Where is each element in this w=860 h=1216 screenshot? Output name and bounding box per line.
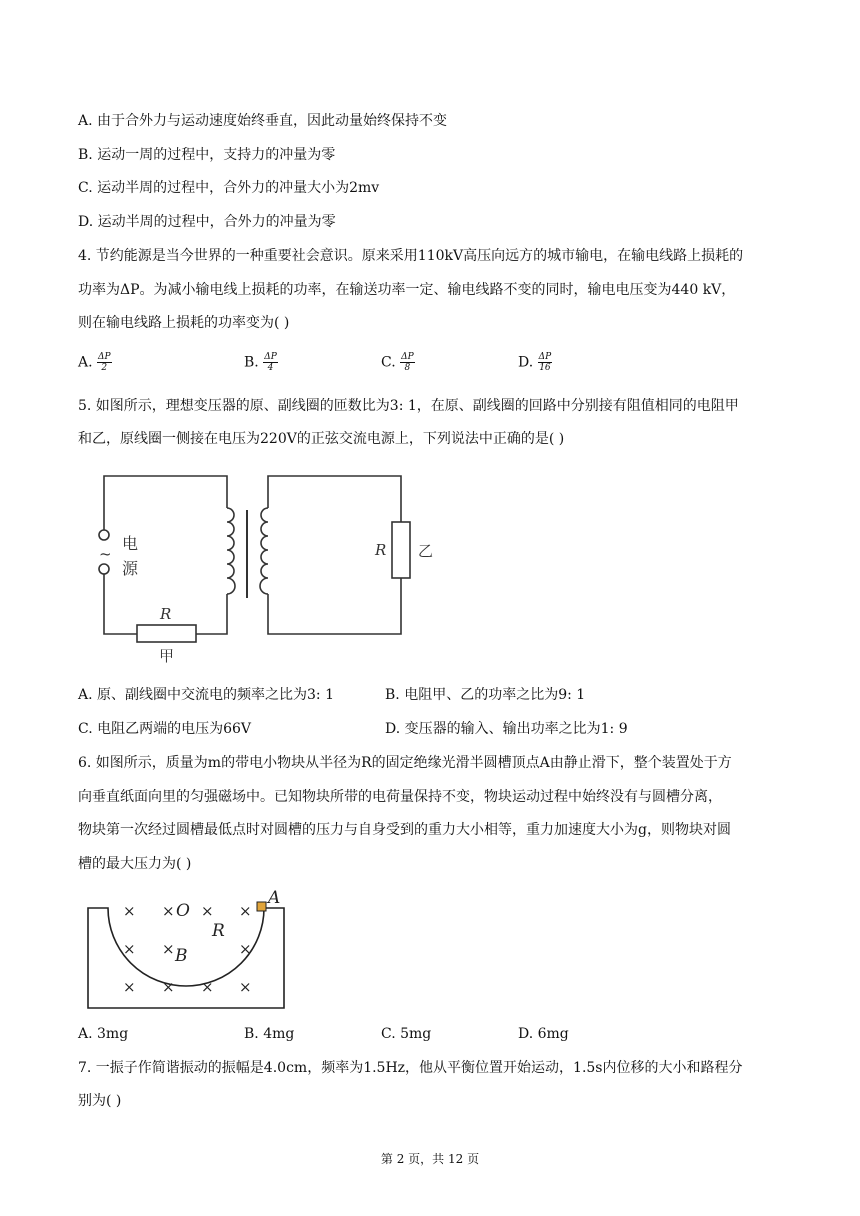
secondary-coil bbox=[260, 508, 268, 594]
field-cross: × bbox=[162, 978, 175, 996]
q3-option-d: D. 运动半周的过程中，合外力的冲量为零 bbox=[78, 214, 336, 230]
q5-text-line-1: 5. 如图所示，理想变压器的原、副线圈的匝数比为3: 1，在原、副线圈的回路中分别接有阻值相同的电阻甲 bbox=[78, 398, 739, 414]
resistor-yi-label: 乙 bbox=[418, 542, 434, 560]
q6-option-b: B. 4mg bbox=[244, 1026, 295, 1042]
q4-option-a-fraction bbox=[97, 352, 112, 373]
field-cross: × bbox=[162, 902, 175, 920]
resistor-jia bbox=[137, 625, 196, 642]
q4-option-a-denominator: 2 bbox=[101, 363, 108, 373]
primary-wire-bottom bbox=[104, 574, 137, 634]
q5-option-c: C. 电阻乙两端的电压为66V bbox=[78, 721, 252, 737]
q5-text-line-2: 和乙，原线圈一侧接在电压为220V的正弦交流电源上，下列说法中正确的是( ) bbox=[78, 431, 565, 447]
source-terminal-bottom bbox=[99, 564, 109, 574]
resistor-jia-label: 甲 bbox=[159, 647, 175, 665]
q4-option-d-fraction bbox=[538, 352, 553, 373]
field-cross: × bbox=[162, 940, 175, 958]
q4-option-b-label: B. bbox=[244, 354, 259, 371]
page-footer: 第 2 页，共 12 页 bbox=[380, 1152, 480, 1166]
q6-text-line-1: 6. 如图所示，质量为m的带电小物块从半径为R的固定绝缘光滑半圆槽顶点A由静止滑下，整个装置处于方 bbox=[78, 755, 732, 771]
q3-option-b: B. 运动一周的过程中，支持力的冲量为零 bbox=[78, 147, 336, 163]
field-cross: × bbox=[201, 978, 214, 996]
field-cross: × bbox=[239, 902, 252, 920]
field-cross: × bbox=[239, 940, 252, 958]
q4-option-c bbox=[381, 352, 415, 373]
q5-option-b: B. 电阻甲、乙的功率之比为9: 1 bbox=[385, 687, 586, 703]
source-label-1: 电 bbox=[122, 534, 139, 553]
q6-text-line-3: 物块第一次经过圆槽最低点时对圆槽的压力与自身受到的重力大小相等，重力加速度大小为g，则物块对圆 bbox=[78, 822, 731, 838]
q4-option-d-label: D. bbox=[518, 354, 534, 371]
field-cross: × bbox=[239, 978, 252, 996]
q7-text-line-1: 7. 一振子作简谐振动的振幅是4.0cm，频率为1.5Hz，他从平衡位置开始运动，1.5s内位移的大小和路程分 bbox=[78, 1060, 743, 1076]
q4-option-a-numerator: ΔP bbox=[98, 352, 111, 362]
q4-option-b-denominator: 4 bbox=[267, 363, 274, 373]
q4-option-c-numerator: ΔP bbox=[401, 352, 414, 362]
q3-option-c: C. 运动半周的过程中，合外力的冲量大小为2mv bbox=[78, 180, 380, 196]
q4-option-c-denominator: 8 bbox=[404, 363, 411, 373]
label-b: B bbox=[175, 946, 188, 966]
resistor-yi bbox=[392, 522, 410, 578]
q4-option-d-numerator: ΔP bbox=[538, 352, 552, 362]
q4-option-c-fraction bbox=[400, 352, 415, 373]
q4-option-a bbox=[78, 352, 112, 373]
q4-option-d bbox=[518, 352, 552, 373]
q6-option-d: D. 6mg bbox=[518, 1026, 569, 1042]
secondary-wire bbox=[268, 476, 401, 522]
q4-text-line-3: 则在输电线路上损耗的功率变为( ) bbox=[78, 315, 290, 331]
source-terminal-top bbox=[99, 530, 109, 540]
field-cross: × bbox=[201, 902, 214, 920]
q4-option-c-label: C. bbox=[381, 354, 396, 371]
q5-option-d: D. 变压器的输入、输出功率之比为1: 9 bbox=[385, 721, 628, 737]
q6-option-a: A. 3mg bbox=[78, 1026, 129, 1042]
block-a bbox=[257, 902, 266, 911]
resistor-jia-r-label: R bbox=[160, 605, 172, 623]
primary-coil bbox=[227, 508, 235, 594]
primary-wire-top bbox=[104, 476, 227, 530]
q6-semicircle-groove-diagram bbox=[84, 886, 294, 1014]
resistor-yi-r-label: R bbox=[375, 541, 387, 559]
q7-text-line-2: 别为( ) bbox=[78, 1093, 122, 1109]
field-cross: × bbox=[123, 978, 136, 996]
q4-option-a-label: A. bbox=[78, 354, 93, 371]
q4-option-d-denominator: 16 bbox=[539, 363, 551, 373]
q6-text-line-2: 向垂直纸面向里的匀强磁场中。已知物块所带的电荷量保持不变，物块运动过程中始终没有与圆槽分离， bbox=[78, 789, 722, 805]
secondary-wire-bottom bbox=[268, 578, 401, 634]
q4-text-line-2: 功率为ΔP。为减小输电线上损耗的功率，在输送功率一定、输电线路不变的同时，输电电压变为440 kV， bbox=[78, 282, 736, 298]
q4-option-b-fraction bbox=[263, 352, 278, 373]
q4-text-line-1: 4. 节约能源是当今世界的一种重要社会意识。原来采用110kV高压向远方的城市输电，在输电线路上损耗的 bbox=[78, 248, 744, 264]
field-cross: × bbox=[123, 940, 136, 958]
q4-option-b bbox=[244, 352, 278, 373]
q5-transformer-circuit-diagram bbox=[90, 468, 450, 668]
label-a: A bbox=[268, 888, 281, 908]
ac-symbol: ~ bbox=[99, 545, 112, 563]
field-cross: × bbox=[123, 902, 136, 920]
q3-option-a: A. 由于合外力与运动速度始终垂直，因此动量始终保持不变 bbox=[78, 113, 448, 129]
q6-text-line-4: 槽的最大压力为( ) bbox=[78, 856, 192, 872]
label-r: R bbox=[212, 921, 225, 941]
primary-wire-right bbox=[196, 594, 227, 634]
q4-option-b-numerator: ΔP bbox=[264, 352, 277, 362]
q5-option-a: A. 原、副线圈中交流电的频率之比为3: 1 bbox=[78, 687, 334, 703]
q6-option-c: C. 5mg bbox=[381, 1026, 432, 1042]
label-o: O bbox=[176, 901, 190, 921]
source-label-2: 源 bbox=[122, 559, 139, 578]
